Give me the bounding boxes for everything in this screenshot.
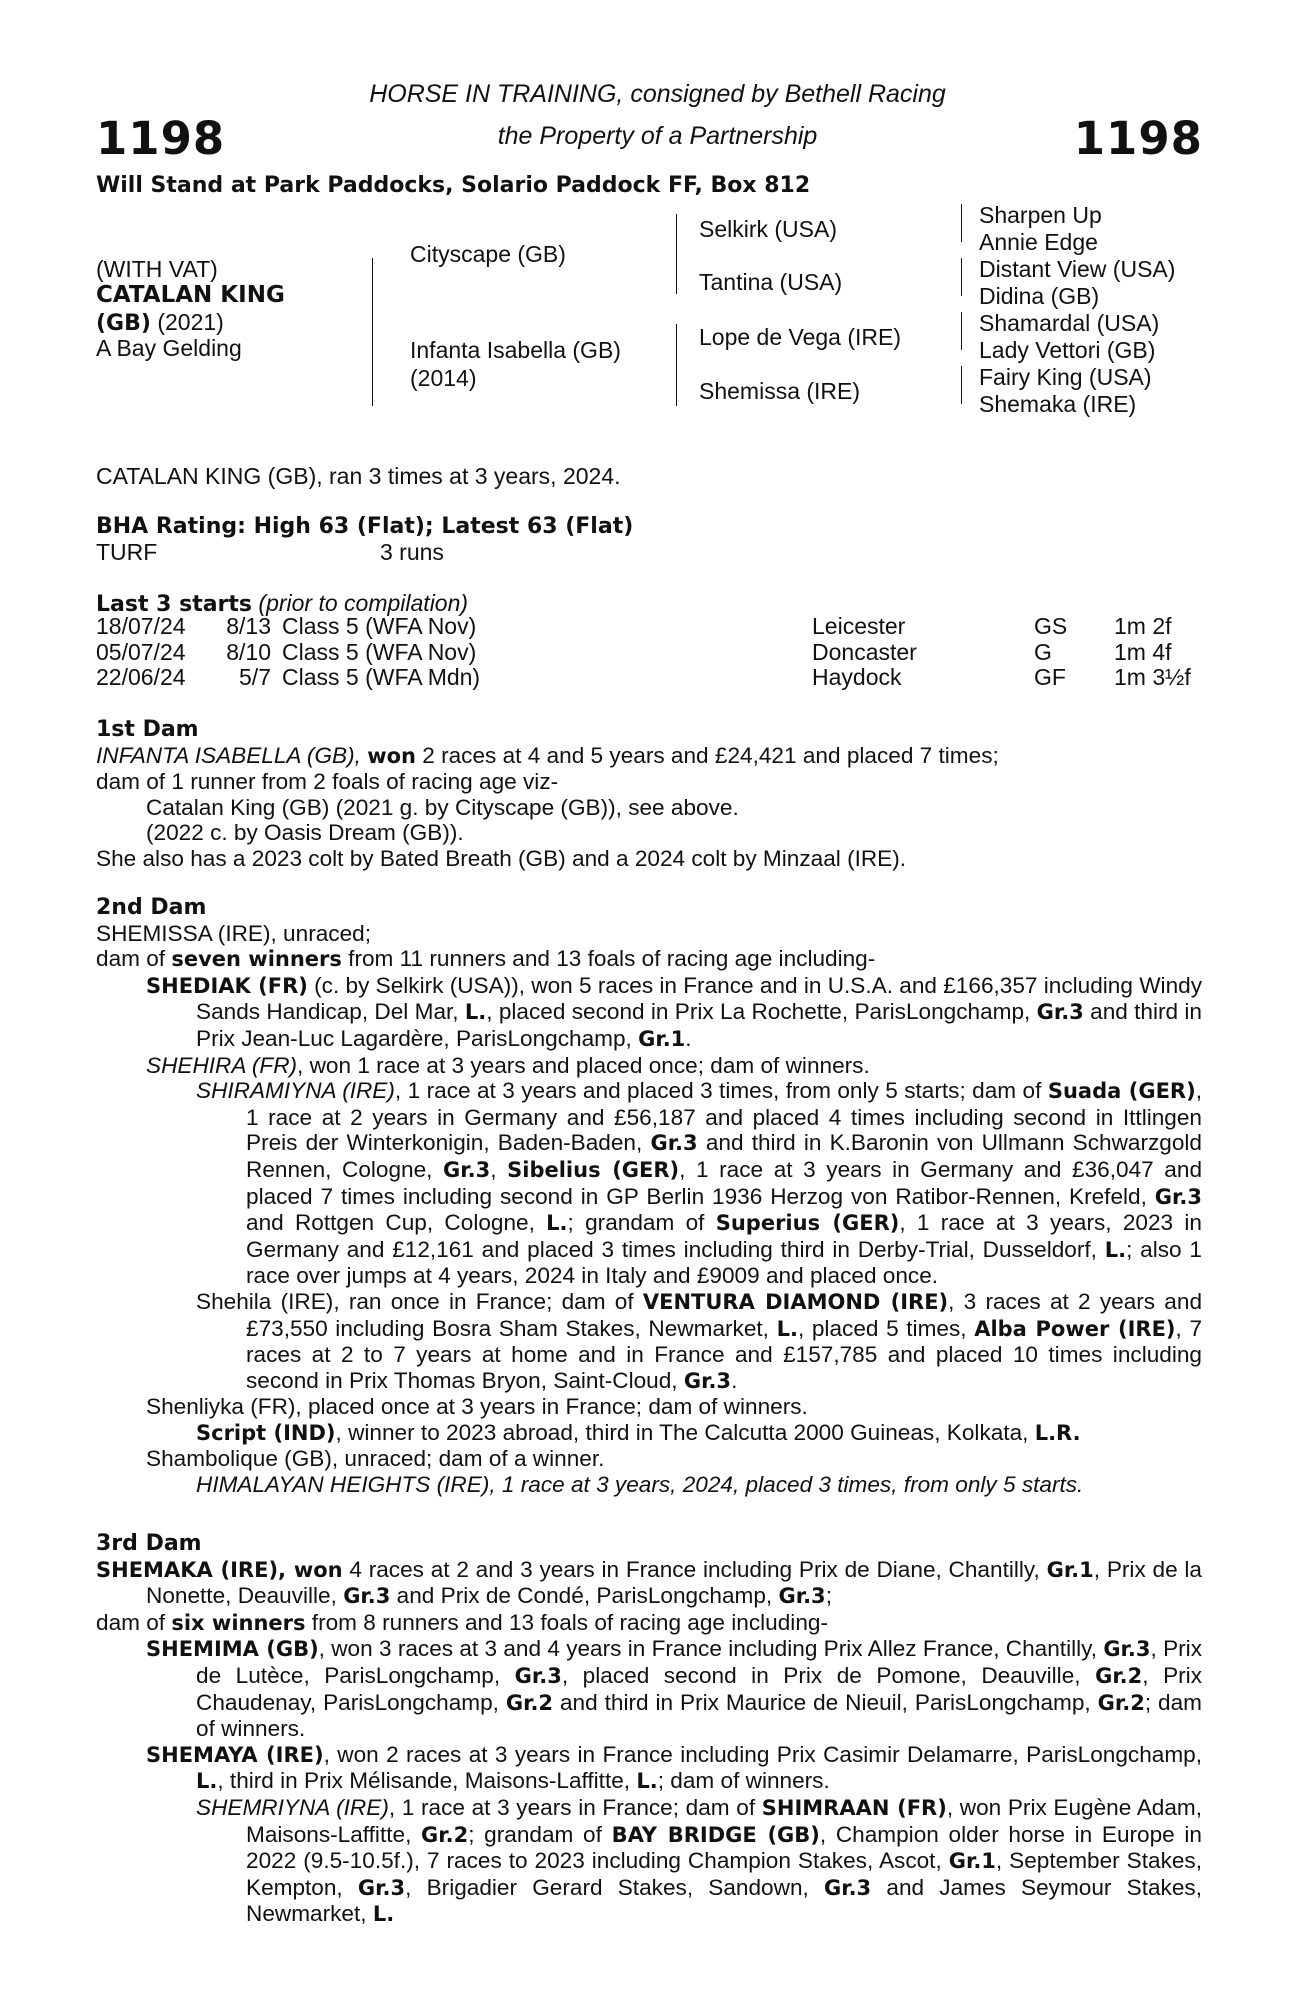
pedigree-dam-dam: Shemissa (IRE) (699, 378, 861, 404)
start-row: 05/07/24 8/10 Class 5 (WFA Nov) Doncaster G 1m 4f (96, 638, 1172, 665)
rating-surface: TURF (96, 539, 158, 565)
last-starts-title: Last 3 starts (prior to compilation) (96, 590, 469, 617)
pedigree-g5: Shamardal (USA) (979, 310, 1160, 336)
pedigree-g4: Didina (GB) (979, 283, 1100, 309)
start-row: 22/06/24 5/7 Class 5 (WFA Mdn) Haydock GF 1m 3½f (96, 664, 1191, 691)
lot-number-left: 1198 (96, 112, 226, 165)
pedigree-sire: Cityscape (GB) (410, 241, 566, 267)
horse-origin-year: (GB) (2021) (96, 309, 224, 336)
pedigree-g7: Fairy King (USA) (979, 364, 1152, 390)
last-starts-table (96, 614, 1191, 691)
pedigree-dam-year: (2014) (410, 365, 477, 391)
property-line: the Property of a Partnership (497, 122, 818, 150)
section-heading: 3rd Dam (96, 1531, 202, 1556)
pedigree-g3: Distant View (USA) (979, 256, 1176, 282)
horse-description: A Bay Gelding (96, 335, 242, 361)
pedigree-g8: Shemaka (IRE) (979, 391, 1137, 417)
stand-location: Will Stand at Park Paddocks, Solario Paddock FF, Box 812 (96, 173, 811, 198)
first-dam-section: 1st Dam INFANTA ISABELLA (GB), won 2 races at 4 and 5 years and £24,421 and placed 7 times; dam of 1 runner from 2 foals of racing age viz- Catalan King (GB) (2021 g. by Cityscape (GB)), see above. (2022 c. by Oasis Dream (GB)). She also has a 2023 colt by Bated Breath (GB) and a 2024 colt by Minzaal (IRE). (96, 717, 999, 871)
second-dam-section: 2nd Dam SHEMISSA (IRE), unraced; dam of seven winners from 11 runners and 13 foals of racing age including- SHEDIAK (FR) (c. by Selkirk (USA)), won 5 races in France and in U.S.A. and £166,357 including Windy Sands Handicap, Del Mar, L., placed second in Prix La Rochette, ParisLongchamp, Gr.3 and third in Prix Jean-Luc Lagardère, ParisLongchamp, Gr.1. SHEHIRA (FR), won 1 race at 3 years and placed once; dam of winners. SHIRAMIYNA (IRE), 1 race at 3 years and placed 3 times, from only 5 starts; dam of Suada (GER), 1 race at 2 years in Germany and £56,187 and placed 4 times including second in Ittlingen Preis der Winterkonigin, Baden-Baden, Gr.3 and third in K.Baronin von Ullmann Schwarzgold Rennen, Cologne, Gr.3, Sibelius (GER), 1 race at 3 years in Germany and £36,047 and placed 7 times including second in GP Berlin 1936 Herzog von Ratibor-Rennen, Krefeld, Gr.3 and Rottgen Cup, Cologne, L.; grandam of Superius (GER), 1 race at 3 years, 2023 in Germany and £12,161 and placed 3 times including third in Derby-Trial, Dusseldorf, L.; also 1 race over jumps at 4 years, 2024 in Italy and £9009 and placed once. Shehila (IRE), ran once in France; dam of VENTURA DIAMOND (IRE), 3 races at 2 years and £73,550 including Bosra Sham Stakes, Newmarket, L., placed 5 times, Alba Power (IRE), 7 races at 2 to 7 years at home and in France and £157,785 and placed 10 times including second in Prix Thomas Bryon, Saint-Cloud, Gr.3. Shenliyka (FR), placed once at 3 years in France; dam of winners. Script (IND), winner to 2023 abroad, third in The Calcutta 2000 Guineas, Kolkata, L.R. Shambolique (GB), unraced; dam of a winner. HIMALAYAN HEIGHTS (IRE), 1 race at 3 years, 2024, placed 3 times, from only 5 starts. (96, 895, 1203, 1498)
race-summary: CATALAN KING (GB), ran 3 times at 3 years, 2024. (96, 463, 621, 489)
consignor-line: HORSE IN TRAINING, consigned by Bethell Racing (369, 80, 946, 108)
bha-rating: BHA Rating: High 63 (Flat); Latest 63 (Flat) (96, 514, 634, 539)
rating-runs: 3 runs (380, 539, 444, 565)
vat-note: (WITH VAT) (96, 256, 218, 282)
horse-name: CATALAN KING (96, 282, 285, 308)
pedigree-sire-dam: Tantina (USA) (699, 269, 843, 295)
lot-number-right: 1198 (1073, 112, 1203, 165)
pedigree-sire-sire: Selkirk (USA) (699, 216, 838, 242)
pedigree-g2: Annie Edge (979, 229, 1098, 255)
pedigree-g1: Sharpen Up (979, 202, 1102, 228)
section-heading: 2nd Dam (96, 895, 207, 920)
section-heading: 1st Dam (96, 717, 199, 742)
start-row: 18/07/24 8/13 Class 5 (WFA Nov) Leicester GS 1m 2f (96, 613, 1172, 639)
pedigree-g6: Lady Vettori (GB) (979, 337, 1156, 363)
pedigree-dam: Infanta Isabella (GB) (410, 337, 621, 363)
third-dam-section: 3rd Dam SHEMAKA (IRE), won 4 races at 2 and 3 years in France including Prix de Diane, Chantilly, Gr.1, Prix de la Nonette, Deauville, Gr.3 and Prix de Condé, ParisLongchamp, Gr.3; dam of six winners from 8 runners and 13 foals of racing age including- SHEMIMA (GB), won 3 races at 3 and 4 years in France including Prix Allez France, Chantilly, Gr.3, Prix de Lutèce, ParisLongchamp, Gr.3, placed second in Prix de Pomone, Deauville, Gr.2, Prix Chaudenay, ParisLongchamp, Gr.2 and third in Prix Maurice de Nieuil, ParisLongchamp, Gr.2; dam of winners. SHEMAYA (IRE), won 2 races at 3 years in France including Prix Casimir Delamarre, ParisLongchamp, L., third in Prix Mélisande, Maisons-Laffitte, L.; dam of winners. SHEMRIYNA (IRE), 1 race at 3 years in France; dam of SHIMRAAN (FR), won Prix Eugène Adam, Maisons-Laffitte, Gr.2; grandam of BAY BRIDGE (GB), Champion older horse in Europe in 2022 (9.5-10.5f.), 7 races to 2023 including Champion Stakes, Ascot, Gr.1, September Stakes, Kempton, Gr.3, Brigadier Gerard Stakes, Sandown, Gr.3 and James Seymour Stakes, Newmarket, L. (96, 1531, 1203, 1927)
pedigree-dam-sire: Lope de Vega (IRE) (699, 324, 902, 350)
